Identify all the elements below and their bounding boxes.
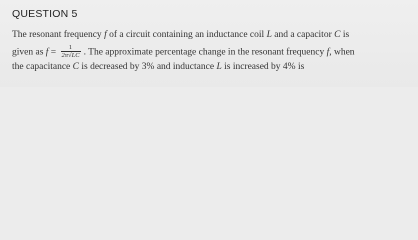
fraction-numerator: 1 xyxy=(61,44,81,52)
text-segment: . The approximate percentage change in the resonant frequency xyxy=(83,47,327,58)
question-text-line-3 xyxy=(12,62,304,72)
variable-L: L xyxy=(266,30,272,40)
frequency-formula-fraction xyxy=(61,44,81,59)
variable-f: f xyxy=(104,30,107,40)
text-segment: given as xyxy=(12,47,46,58)
text-segment: The resonant frequency xyxy=(12,30,105,40)
variable-C: C xyxy=(72,62,79,72)
text-segment: is xyxy=(340,30,350,40)
question-text-line-2 xyxy=(12,45,355,60)
equals-sign: = xyxy=(48,47,59,58)
text-segment: is decreased by 3% and inductance xyxy=(79,62,217,72)
text-segment: of a circuit containing an inductance coil xyxy=(106,30,267,40)
text-segment: , when xyxy=(329,47,355,58)
text-segment: is increased by 4% is xyxy=(221,62,305,72)
variable-f: f xyxy=(45,47,49,58)
question-heading: QUESTION 5 xyxy=(12,8,78,20)
text-segment: the capacitance xyxy=(12,62,73,72)
fraction-denominator: 2π√LC xyxy=(61,52,80,59)
text-segment: and a capacitor xyxy=(271,30,335,40)
question-card xyxy=(0,0,418,87)
variable-f: f xyxy=(326,47,330,58)
variable-C: C xyxy=(334,30,341,40)
variable-L: L xyxy=(216,62,222,72)
question-text-line-1 xyxy=(12,30,349,40)
